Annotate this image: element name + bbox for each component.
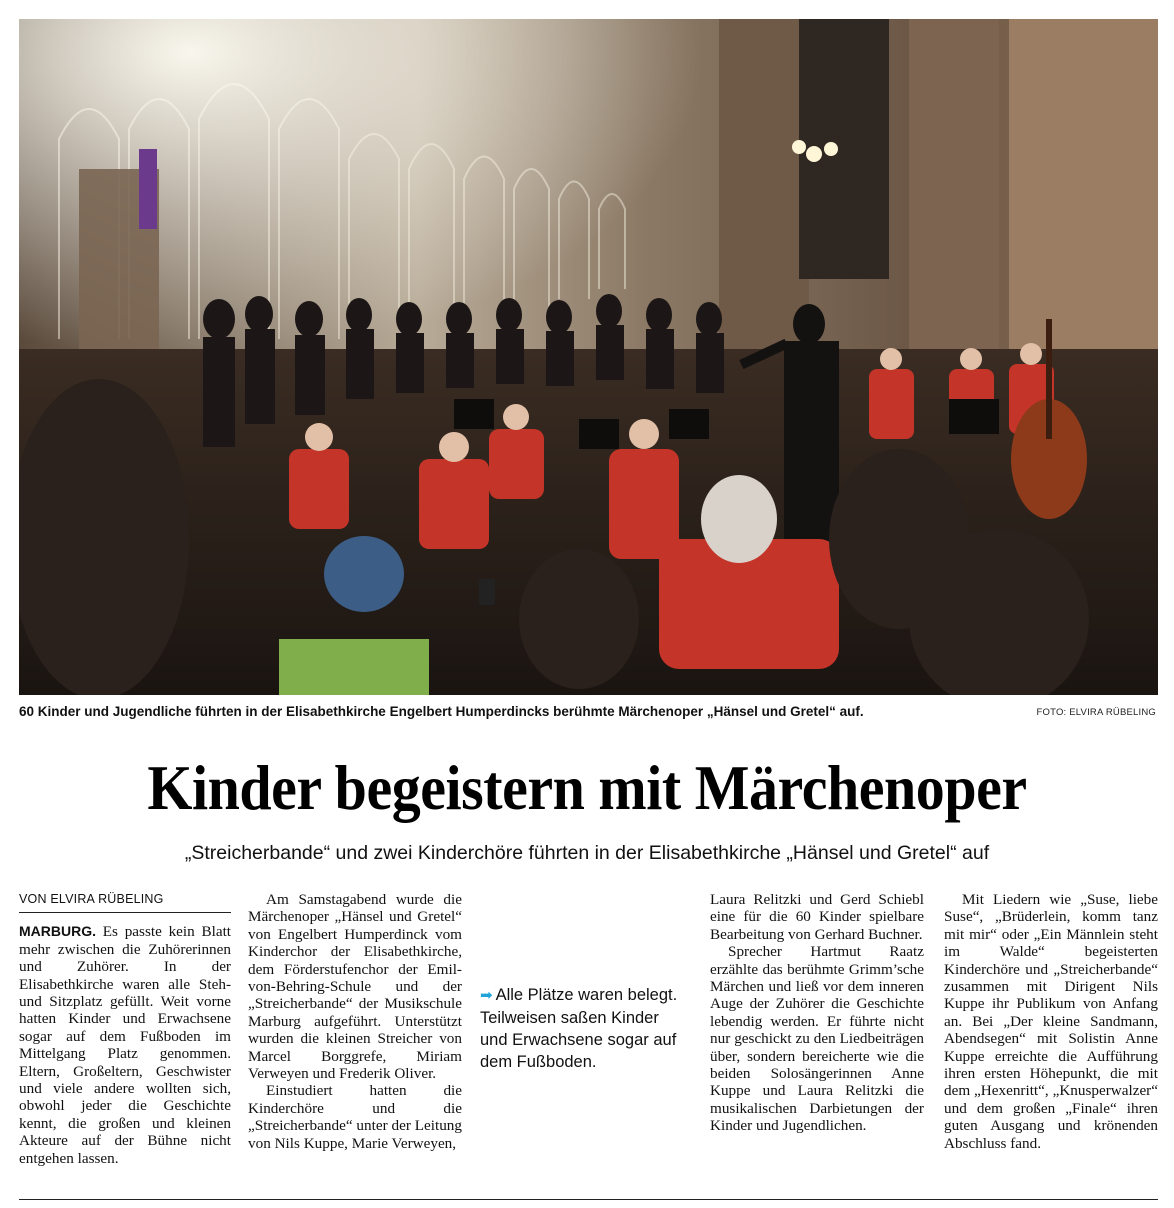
pull-quote-text: Alle Plätze waren belegt. Teilweisen saßen Kinder und Erwachsene sogar auf dem Fußboden. — [480, 986, 678, 1071]
dateline: MARBURG. — [19, 923, 96, 940]
church-concert-photo — [19, 19, 1158, 695]
photo-credit: FOTO: ELVIRA RÜBELING — [1036, 707, 1156, 718]
paragraph: Sprecher Hartmut Raatz erzählte das berühmte Grimm’sche Märchen und ließ vor dem inneren Auge der Zuhörer die Geschichte lebendig werden. Er führte nicht nur geschickt zu den Liedbeiträgen über, sondern bereicherte wie die beiden Solosängerinnen Anne Kuppe und Laura Relitzki die musikalischen Darbietungen der Kinder und Jugendlichen. — [710, 943, 924, 1135]
article-column-3 — [710, 891, 924, 1135]
paragraph — [19, 923, 231, 1167]
arrow-right-icon: ➡ — [480, 987, 493, 1004]
photo-caption: 60 Kinder und Jugendliche führten in der Elisabethkirche Engelbert Humperdincks berühmte Märchenoper „Hänsel und Gretel“ auf. — [19, 704, 864, 719]
paragraph: Mit Liedern wie „Suse, liebe Suse“, „Brüderlein, komm tanz mit mir“ oder „Ein Männlein steht im Walde“ begeisterten Kinderchöre und „Streicherbande“ zusammen mit Dirigent Nils Kuppe ihr Publikum von Anfang an. Bei „Der kleine Sandmann, Abendsegen“ mit Solistin Anne Kuppe erreichte die Aufführung ihren ersten Höhepunkt, die mit dem „Hexenritt“, „Knusperwalzer“ und dem großen „Finale“ ihren guten Ausgang und krönenden Abschluss fand. — [944, 891, 1158, 1152]
article-column-1 — [19, 891, 231, 1167]
pull-quote — [480, 984, 690, 1073]
paragraph: Laura Relitzki und Gerd Schiebl eine für die 60 Kinder spielbare Bearbeitung von Gerhard Buchner. — [710, 891, 924, 943]
bottom-rule — [19, 1199, 1158, 1200]
byline: VON ELVIRA RÜBELING — [19, 891, 231, 913]
paragraph-text: Es passte kein Blatt mehr zwischen die Zuhörerinnen und Zuhörer. In der Elisabethkirche waren alle Steh- und Sitzplatz gefüllt. Weit vorne hatten Kinder und Erwachsene sogar auf dem Fußboden im Mittelgang Platz genommen. Eltern, Großeltern, Geschwister und viele andere wollten sich, obwohl jeder die Geschichte kennt, die großen und kleinen Akteure auf der Bühne nicht entgehen lassen. — [19, 923, 232, 1167]
subheadline: „Streicherbande“ und zwei Kinderchöre führten in der Elisabethkirche „Hänsel und Gretel“ auf — [184, 842, 990, 864]
paragraph: Einstudiert hatten die Kinderchöre und die „Streicherbande“ unter der Leitung von Nils Kuppe, Marie Verweyen, — [248, 1082, 462, 1152]
article-column-2 — [248, 891, 462, 1152]
paragraph: Am Samstagabend wurde die Märchenoper „Hänsel und Gretel“ von Engelbert Humperdinck vom Kinderchor der Elisabethkirche, dem Förderstufenchor der Emil-von-Behring-Schule und der „Streicherbande“ der Musikschule Marburg aufgeführt. Unterstützt wurden die kleinen Streicher von Marcel Borggrefe, Miriam Verweyen und Frederik Oliver. — [248, 891, 462, 1083]
headline: Kinder begeistern mit Märchenoper — [147, 753, 1027, 823]
article-photo — [19, 19, 1158, 695]
article-column-4 — [944, 891, 1158, 1152]
